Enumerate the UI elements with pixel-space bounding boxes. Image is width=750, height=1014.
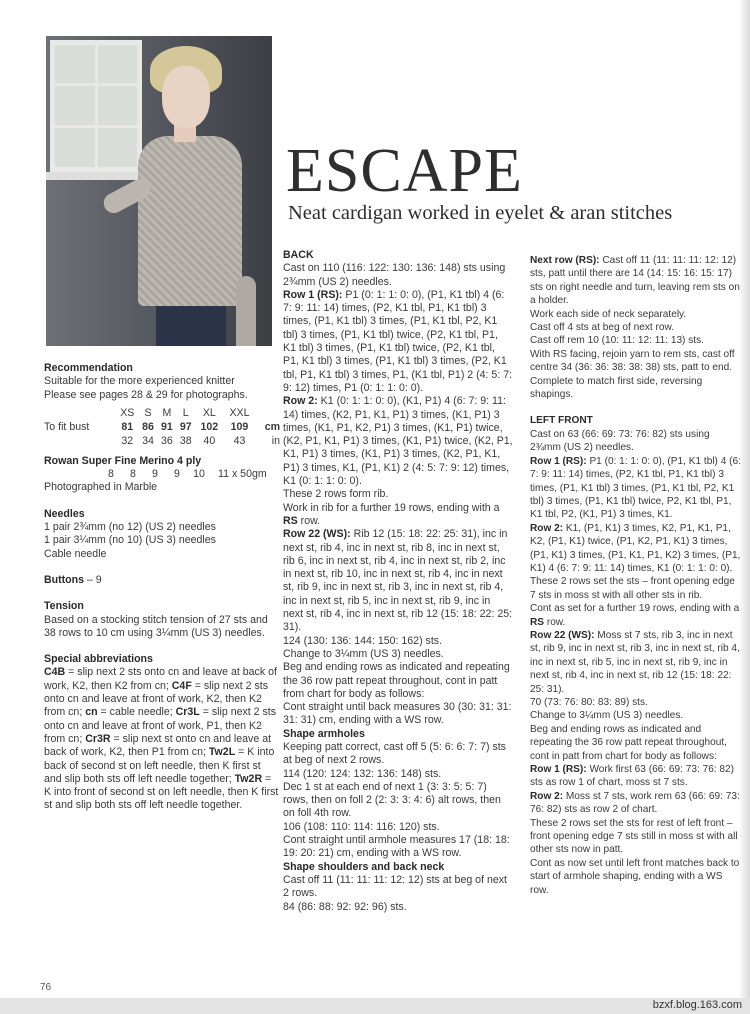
- yarn-count: 11 x 50gm: [218, 468, 267, 481]
- left-front-heading: LEFT FRONT: [530, 415, 593, 427]
- abbreviations-text: C4B = slip next 2 sts onto cn and leave at back of work, K2, then K2 from cn; C4F = slip next 2 sts onto cn and leave at front of work, K2, then K2 from cn; cn = cable needle; Cr3L = slip next 2 sts onto cn and leave at front of work, P1, then K2 from cn; Cr3R = slip next st onto cn and leave at back of work, K2, then P1 from cn; Tw2L = K into back of second st on left needle, then K first st and slip both sts off left needle together; Tw2R = K into front of second st on left needle, then K first st and slip both sts off left needle together.: [44, 666, 279, 812]
- recommendation-heading: Recommendation: [44, 362, 133, 374]
- bust-cm: 91: [161, 421, 173, 434]
- fit-bust-label: To fit bust: [44, 421, 90, 434]
- bust-in: 38: [179, 435, 192, 448]
- buttons-value: – 9: [84, 573, 102, 586]
- cm-unit: cm: [264, 421, 280, 434]
- back-column: [283, 249, 513, 914]
- rejoin-yarn: With RS facing, rejoin yarn to rem sts, cast off centre 34 (36: 36: 38: 38: 38) sts, patt to end.: [530, 348, 735, 374]
- size-label: XL: [202, 407, 216, 420]
- yarn-count: 8: [108, 468, 114, 481]
- lf-row-1: Row 1 (RS): P1 (0: 1: 1: 0: 0), (P1, K1 tbl) 4 (6: 7: 9: 11: 14) times, (P2, K1 tbl, P1, K1 tbl) 3 times, (P1, K1 tbl) 3 times, (P1, K1 tbl, P2, K1 tbl) 3 times, (P1, K1 tbl) twice, P2, K1 tbl, P1, K1 tbl, P2, (K1, P1) 3 times, K1.: [530, 455, 741, 521]
- needle-line: 1 pair 2¾mm (no 12) (US 2) needles: [44, 521, 216, 534]
- lf-chart-row-1: Row 1 (RS): Work first 63 (66: 69: 73: 76: 82) sts as row 1 of chart, moss st 7 sts.: [530, 764, 735, 789]
- photo-note: Photographed in Marble: [44, 481, 158, 494]
- lf-chart-row-2: Row 2: Moss st 7 sts, work rem 63 (66: 69: 73: 76: 82) sts as row 2 of chart.: [530, 790, 740, 816]
- cast-off-rem: Cast off rem 10 (10: 11: 12: 11: 13) sts.: [530, 335, 704, 347]
- yarn-count: 8: [130, 468, 136, 481]
- recommendation-line: Please see pages 28 & 29 for photographs.: [44, 388, 248, 401]
- requirements-column: [44, 362, 280, 813]
- recommendation-line: Suitable for the more experienced knitter: [44, 375, 235, 388]
- yarn-counts: [44, 468, 280, 481]
- sizes-table: [44, 407, 280, 449]
- size-label: XS: [120, 407, 135, 420]
- lf-cont: Cont as set for a further 19 rows, ending with a RS row.: [530, 603, 740, 628]
- lf-beg-end: Beg and ending rows as indicated and repeating the 36 row patt repeat throughout, cont in patt from chart for body as follows:: [530, 723, 727, 762]
- buttons-line: [44, 574, 280, 587]
- shoulders-text: Cast off 11 (11: 11: 11: 12: 12) sts at beg of next 2 rows.: [283, 873, 507, 900]
- lf-row-2: Row 2: K1, (P1, K1) 3 times, K2, P1, K1, P1, K2, (P1, K1) twice, (P1, K2, P1, K1) 3 times, (P1, K1) 3 times, (P1, K1, P1, K2) 3 times, (P1, K1) 4 (6: 7: 9: 11: 14) times, K1 (0: 1: 1: 0: 0).: [530, 522, 741, 574]
- lf-set-2: These 2 rows set the sts for rest of left front – front opening edge 7 sts still in moss st with all other sts now in patt.: [530, 817, 738, 856]
- yarn-count: 9: [152, 468, 158, 481]
- armholes-text: Keeping patt correct, cast off 5 (5: 6: 6: 7: 7) sts at beg of next 2 rows.: [283, 740, 506, 767]
- bust-cm: 109: [230, 421, 249, 434]
- back-beg-end: Beg and ending rows as indicated and repeating the 36 row patt repeat throughout, cont in patt from chart for body as follows:: [283, 661, 510, 700]
- yarn-heading: Rowan Super Fine Merino 4 ply: [44, 454, 202, 467]
- bust-cm: 97: [179, 421, 192, 434]
- back-row-22: Row 22 (WS): Rib 12 (15: 18: 22: 25: 31), inc in next st, rib 4, inc in next st, rib 8, inc in next st, rib 6, inc in next st, rib 4, inc in next st, rib 2, inc in next st, rib 10, inc in next st, rib 4, inc in next st, rib 9, inc in next st, rib 3, inc in next st, rib 4, inc in next st, rib 5, inc in next st, rib 9, inc in next st, rib 4, inc in next st, rib 12 (15: 18: 22: 25: 31).: [283, 528, 513, 634]
- back-count-1: 124 (130: 136: 144: 150: 162) sts.: [283, 634, 443, 647]
- shape-armholes-heading: Shape armholes: [283, 727, 365, 740]
- back-dec: Dec 1 st at each end of next 1 (3: 3: 5: 5: 7) rows, then on foll 2 (2: 3: 3: 4: 6) alt rows, then on foll 4th row.: [283, 780, 501, 820]
- pattern-title: ESCAPE: [286, 137, 523, 205]
- work-each-side: Work each side of neck separately.: [530, 308, 687, 320]
- back-count-2: 114 (120: 124: 132: 136: 148) sts.: [283, 767, 442, 780]
- back-cont-2: Cont straight until armhole measures 17 (18: 18: 19: 20: 21) cm, ending with a WS row.: [283, 834, 510, 860]
- footer-bar: [0, 998, 750, 1014]
- in-unit: in: [271, 435, 280, 448]
- lf-set: These 2 rows set the sts – front opening edge 7 sts in moss st with all other sts in rib.: [530, 576, 735, 601]
- size-label: S: [144, 407, 152, 420]
- bust-cm: 81: [121, 421, 134, 434]
- back-cast-on: Cast on 110 (116: 122: 130: 136: 148) sts using 2¾mm (US 2) needles.: [283, 262, 506, 288]
- yarn-count: 10: [193, 468, 205, 481]
- bust-in: 36: [161, 435, 173, 448]
- tension-heading: Tension: [44, 600, 84, 613]
- needle-line: Cable needle: [44, 547, 107, 560]
- left-front-column: [530, 254, 742, 897]
- back-cont: Cont straight until back measures 30 (30: 31: 31: 31: 31) cm, ending with a WS row.: [283, 701, 512, 727]
- shape-shoulders-heading: Shape shoulders and back neck: [283, 860, 445, 873]
- size-label: XXL: [229, 407, 250, 420]
- model-photo: [46, 36, 272, 346]
- lf-cont-2: Cont as now set until left front matches back to start of armhole shaping, ending with a WS row.: [530, 857, 740, 896]
- bust-in: 34: [142, 435, 154, 448]
- size-label: M: [162, 407, 172, 420]
- bust-cm: 86: [142, 421, 154, 434]
- needles-heading: Needles: [44, 507, 85, 520]
- bust-in: 40: [203, 435, 216, 448]
- abbreviations-heading: Special abbreviations: [44, 653, 153, 666]
- lf-change: Change to 3¼mm (US 3) needles.: [530, 710, 684, 722]
- back-rib-note: These 2 rows form rib.: [283, 488, 389, 501]
- bust-cm: 102: [200, 421, 219, 434]
- back-change-needles: Change to 3¼mm (US 3) needles.: [283, 647, 444, 660]
- buttons-label: Buttons: [44, 573, 85, 586]
- lf-count: 70 (73: 76: 80: 83: 89) sts.: [530, 697, 648, 708]
- back-work-rib: Work in rib for a further 19 rows, ending with a RS row.: [283, 501, 500, 527]
- bust-in: 32: [121, 435, 134, 448]
- size-label: L: [182, 407, 189, 420]
- next-row: Next row (RS): Cast off 11 (11: 11: 11: 12: 12) sts, patt until there are 14 (14: 15: 16: 15: 17) sts on right needle and turn, leaving rem sts on a holder.: [530, 255, 740, 307]
- back-count-3: 106 (108: 110: 114: 116: 120) sts.: [283, 820, 440, 833]
- back-count-4: 84 (86: 88: 92: 92: 96) sts.: [283, 900, 407, 913]
- page-number: 76: [40, 982, 52, 993]
- lf-row-22: Row 22 (WS): Moss st 7 sts, rib 3, inc in next st, rib 9, inc in next st, rib 3, inc in next st, rib 4, inc in next st, rib 5, inc in next st, rib 9, inc in next st, rib 4, inc in next st, rib 12 (15: 18: 22: 25: 31).: [530, 629, 740, 695]
- watermark: bzxf.blog.163.com: [652, 999, 742, 1011]
- back-row-2: Row 2: K1 (0: 1: 1: 0: 0), (K1, P1) 4 (6: 7: 9: 11: 14) times, (K2, P1, K1, P1) 3 times, (K1, P1) 3 times, (K1, P1, K2, P1) 3 times, (K1, P1) twice, (K2, P1, K1, P1) 3 times, (K1, P1) twice, (K2, P1, K1, P1) 3 times, (K1, P1) 3 times, (K2, P1, K1, P1) 3 times, K1, (P1, K1) 2 (4: 5: 7: 9: 12) times, K1 (0: 1: 1: 0: 0).: [283, 395, 513, 488]
- needle-line: 1 pair 3¼mm (no 10) (US 3) needles: [44, 534, 216, 547]
- lf-cast-on: Cast on 63 (66: 69: 73: 76: 82) sts using 2¾mm (US 2) needles.: [530, 428, 710, 454]
- cast-off-4: Cast off 4 sts at beg of next row.: [530, 322, 675, 334]
- back-row-1: Row 1 (RS): P1 (0: 1: 1: 0: 0), (P1, K1 tbl) 4 (6: 7: 9: 11: 14) times, (P2, K1 tbl, P1, K1 tbl) 3 times, (P1, K1 tbl) 3 times, (P1, K1 tbl, P2, K1 tbl) 3 times, (P1, K1 tbl) twice, (P2, K1 tbl, P1, K1 tbl) 3 times, (P1, K1 tbl) twice, (P2, K1 tbl, P1, K1 tbl) 3 times, (P1, K1 tbl) 3 times, (P2, K1 tbl, P1, K1 tbl) 3 times, P1, (K1 tbl, P1) 2 (4: 5: 7: 9: 12) times, P1 (0: 1: 1: 0: 0).: [283, 288, 513, 394]
- yarn-count: 9: [174, 468, 180, 481]
- pattern-subtitle: Neat cardigan worked in eyelet & aran stitches: [288, 202, 673, 224]
- complete-match: Complete to match first side, reversing shapings.: [530, 375, 703, 401]
- back-heading: BACK: [283, 249, 314, 261]
- bust-in: 43: [233, 435, 246, 448]
- tension-text: Based on a stocking stitch tension of 27 sts and 38 rows to 10 cm using 3¼mm (US 3) needles.: [44, 613, 268, 639]
